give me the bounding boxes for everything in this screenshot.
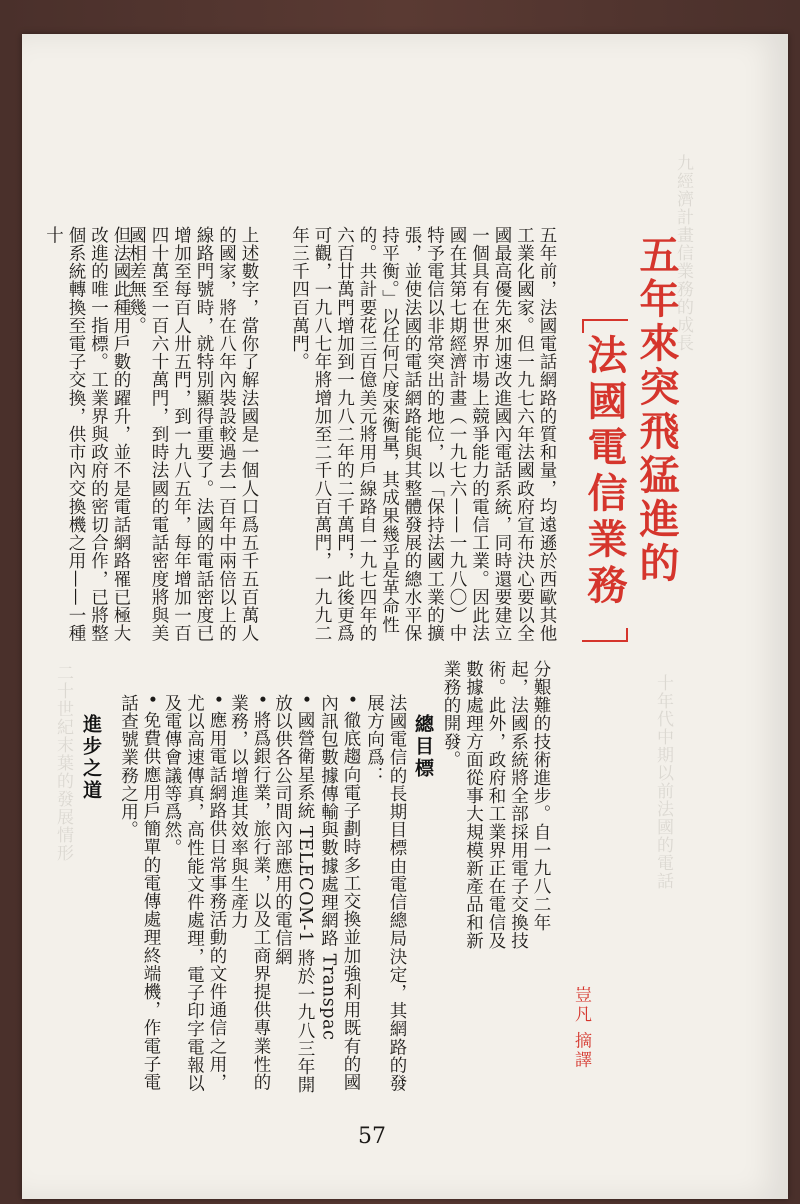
bullet-item-4: • 應用電話網路供日常事務活動的文件通信之用，尤以高速傳真，高性能文件處理，電子印字電報以及電傳會議等爲然。: [162, 694, 227, 1093]
intro-paragraph: 五年前，法國電話網路的質和量，均遠遜於西歐其他工業化國家。但一九七六年法國政府宣布決心要以全國最高優先來加速改進國內電話系統，同時還要建立一個具有在世界市場上競爭能力的電信工業。因此法國在其第七期經濟計畫（一九七六——一九八〇）中特予電信以非常突出的地位，以「保持法國工業的擴張，並使法國的電話網路能與其整體發展的總水平保持平衡。」以任何尺度來衡量，其成果幾乎是革命性的。共計要花三百億美元將用戶線路自一九七四年的六百廿萬門增加到一九八二年的二千萬門，此後更爲可觀，一九八七年將增加至二千八百萬門，一九九二年三千四百萬門。: [289, 226, 557, 643]
paragraph-2: 上述數字，當你了解法國是一個人口爲五千五百萬人的國家，將在八年內裝設較過去一百年中兩倍以上的線路門號時，就特別顯得重要了。法國的電話密度已增加至每百人卅五門，到一九八五年，每年增加一百四十萬至一百六十萬門，到時法國的電話密度將與美國相差無幾。: [126, 226, 259, 643]
article-title: 五年來突飛猛進的: [633, 234, 680, 586]
bullet-item-5: • 免費供應用戶簡單的電傳處理終端機，作電子電話查號業務之用。: [118, 694, 161, 1092]
title-bracket-bottom: [582, 628, 628, 642]
bleed-through-mid: 十年代中期以前法國的電話: [653, 674, 673, 890]
bullet-item-2: • 國營衛星系統 TELECOM-1 將於一九八三年開放以供各公司間內部應用的電信網: [272, 694, 315, 1094]
bleed-through-bottom: 二十世紀末葉的發展情形: [53, 664, 73, 862]
paragraph-4: 分艱難的技術進步。自一九八二年起，法國系統將全部採用電子交換技術。此外，政府和工業界正在電信及數據處理方面從事大規模新產品和新業務的開發。: [441, 660, 551, 950]
bullet-item-1: • 徹底趨向電子劃時多工交換並加強利用既有的國內訊包數據傳輸與數據處理網路 Transpac: [318, 694, 361, 1092]
section-heading-progress: 進步之道: [80, 714, 102, 802]
translator-byline: 豈凡 摘譯: [571, 986, 591, 1070]
bleed-through-top: 九經濟計畫信業務的成長: [673, 154, 693, 352]
section-heading-goals: 總目標: [412, 714, 434, 780]
article-subtitle: 法國電信業務: [581, 334, 628, 610]
paragraph-3: 但法國此種用戶數的躍升，並不是電話網路罹已極大改進的唯一指標。工業界與政府的密切合作，已將整個系統轉換至電子交換，供市內交換機之用——一種十: [43, 226, 131, 643]
page-number: 57: [358, 1124, 386, 1149]
title-bracket-top: [582, 319, 628, 333]
book-page: [22, 34, 788, 1199]
bullet-item-3: • 將爲銀行業，旅行業，以及工商界提供專業性的業務，以增進其效率與生產力: [228, 694, 271, 1092]
paragraph-5: 法國電信的長期目標由電信總局決定，其網路的發展方向爲：: [364, 694, 407, 1093]
